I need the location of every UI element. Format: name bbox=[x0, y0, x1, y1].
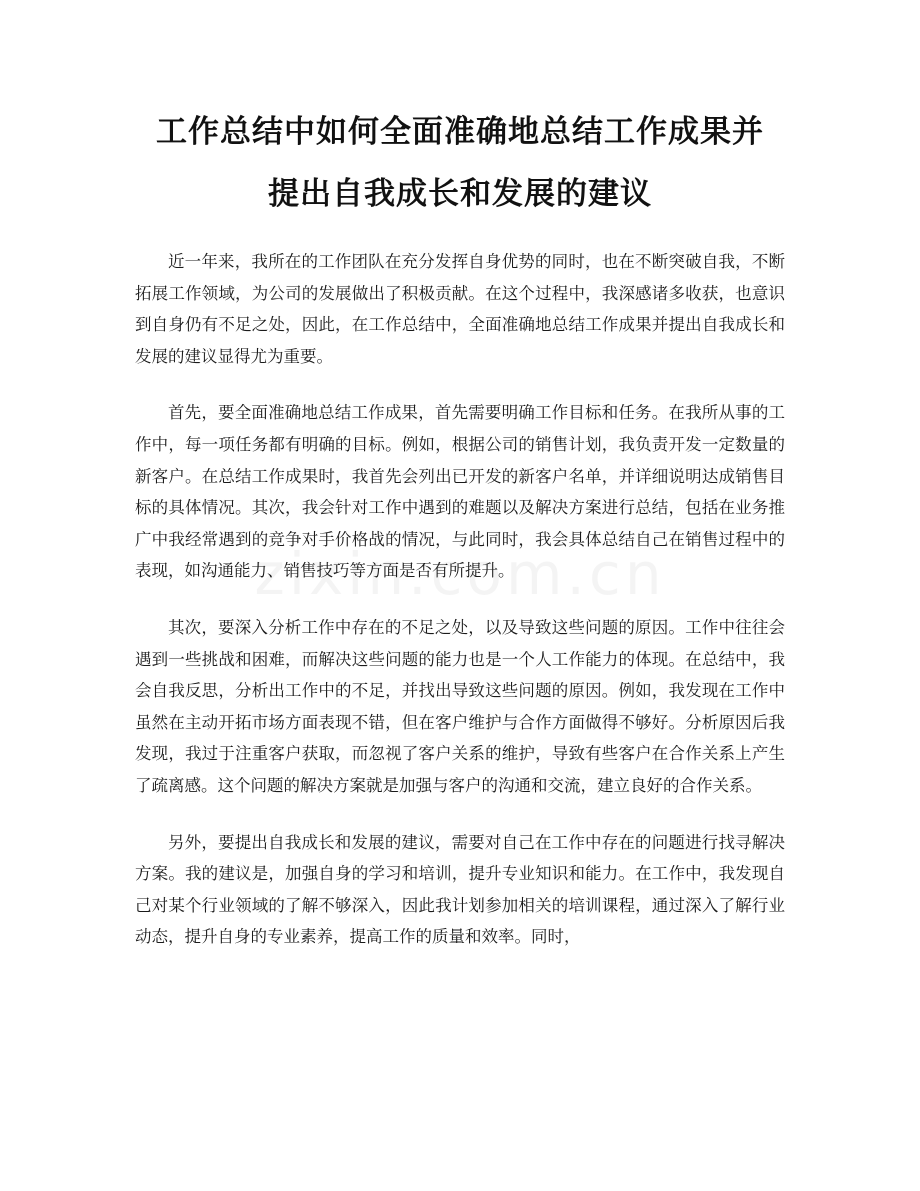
document-title-line-1: 工作总结中如何全面准确地总结工作成果并 bbox=[156, 114, 764, 150]
paragraph-3: 其次，要深入分析工作中存在的不足之处，以及导致这些问题的原因。工作中往往会遇到一些挑战和困难，而解决这些问题的能力也是一个人工作能力的体现。在总结中，我会自我反思，分析出工作中的不足，并找出导致这些问题的原因。例如，我发现在工作中虽然在主动开拓市场方面表现不错，但在客户维护与合作方面做得不够好。分析原因后我发现，我过于注重客户获取，而忽视了客户关系的维护，导致有些客户在合作关系上产生了疏离感。这个问题的解决方案就是加强与客户的沟通和交流，建立良好的合作关系。 bbox=[135, 617, 785, 795]
document-title-line-2: 提出自我成长和发展的建议 bbox=[268, 176, 652, 212]
paragraph-1: 近一年来，我所在的工作团队在充分发挥自身优势的同时，也在不断突破自我，不断拓展工作领域，为公司的发展做出了积极贡献。在这个过程中，我深感诸多收获，也意识到自身仍有不足之处，因此，在工作总结中，全面准确地总结工作成果并提出自我成长和发展的建议显得尤为重要。 bbox=[135, 252, 785, 366]
paragraph-2: 首先，要全面准确地总结工作成果，首先需要明确工作目标和任务。在我所从事的工作中，每一项任务都有明确的目标。例如，根据公司的销售计划，我负责开发一定数量的新客户。在总结工作成果时，我首先会列出已开发的新客户名单，并详细说明达成销售目标的具体情况。其次，我会针对工作中遇到的难题以及解决方案进行总结，包括在业务推广中我经常遇到的竞争对手价格战的情况，与此同时，我会具体总结自己在销售过程中的表现，如沟通能力、销售技巧等方面是否有所提升。 bbox=[135, 403, 785, 581]
document-body bbox=[135, 246, 785, 978]
paragraph-4: 另外，要提出自我成长和发展的建议，需要对自己在工作中存在的问题进行找寻解决方案。我的建议是，加强自身的学习和培训，提升专业知识和能力。在工作中，我发现自己对某个行业领域的了解不够深入，因此我计划参加相关的培训课程，通过深入了解行业动态，提升自身的专业素养，提高工作的质量和效率。同时， bbox=[135, 832, 785, 947]
